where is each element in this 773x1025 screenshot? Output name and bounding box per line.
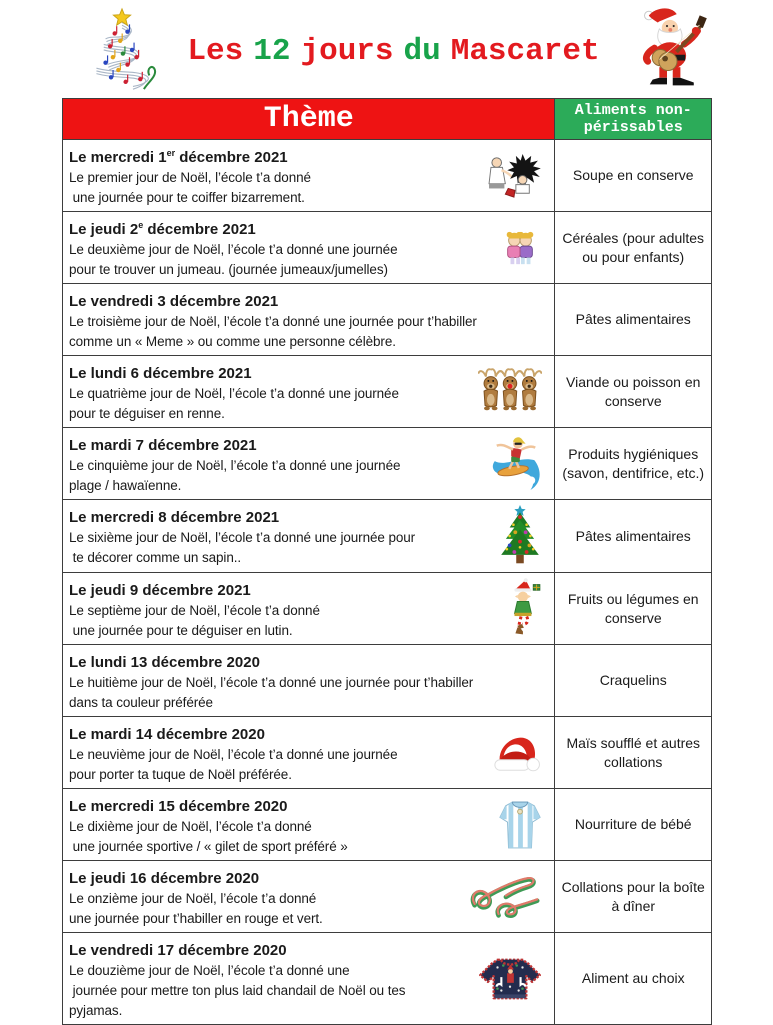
description-line: Le quatrième jour de Noël, l’école t’a donné une journée: [69, 386, 399, 401]
food-label: Produits hygiéniques (savon, dentifrice, etc.): [562, 445, 705, 481]
row-date-prefix: Le lundi 6 décembre 2021: [69, 365, 252, 382]
row-date: [69, 720, 484, 745]
row-date: [69, 359, 474, 384]
theme-text: [69, 864, 464, 929]
row-date-prefix: Le jeudi 16 décembre 2020: [69, 870, 260, 887]
food-cell: [555, 933, 711, 1024]
row-date-prefix: Le jeudi 9 décembre 2021: [69, 582, 251, 599]
row-date-prefix: Le mardi 7 décembre 2021: [69, 437, 257, 454]
theme-text: [69, 503, 494, 568]
description-line: Le premier jour de Noël, l’école t’a donné: [69, 170, 311, 185]
food-cell: [555, 717, 711, 788]
description-line: Le septième jour de Noël, l’école t’a donné: [69, 603, 320, 618]
row-date: [69, 936, 474, 961]
row-description: [69, 384, 474, 424]
row-date: [69, 287, 550, 312]
description-line: dans ta couleur préférée: [69, 695, 213, 710]
elf-icon: [502, 578, 542, 640]
table-row: [63, 644, 711, 716]
description-line: pour te trouver un jumeau. (journée jumeaux/jumelles): [69, 262, 388, 277]
food-label: Pâtes alimentaires: [575, 311, 691, 327]
table-row: [63, 572, 711, 644]
row-date-prefix: Le vendredi 17 décembre 2020: [69, 942, 287, 959]
row-date-prefix: Le mardi 14 décembre 2020: [69, 726, 265, 743]
food-cell: [555, 645, 711, 716]
theme-cell: [63, 717, 555, 788]
sport-jersey-icon: [498, 798, 542, 852]
theme-cell: [63, 212, 555, 283]
row-description: [69, 889, 464, 929]
title-word: Les: [187, 33, 244, 69]
row-date-suffix: décembre 2021: [175, 149, 288, 166]
food-cell: [555, 861, 711, 932]
row-date: [69, 864, 464, 889]
ugly-sweater-icon: [478, 954, 542, 1004]
table-body: [63, 139, 711, 1024]
food-cell: [555, 212, 711, 283]
food-label: Collations pour la boîte à dîner: [561, 878, 705, 914]
description-line: journée pour mettre ton plus laid chandail de Noël ou tes: [69, 983, 406, 998]
page-banner: [0, 6, 773, 96]
theme-text: [69, 431, 486, 496]
food-label: Nourriture de bébé: [574, 816, 692, 832]
description-line: pour te déguiser en renne.: [69, 406, 225, 421]
table-row: [63, 355, 711, 427]
description-line: une journée pour te coiffer bizarrement.: [69, 190, 305, 205]
santa-hat-icon: [488, 730, 542, 776]
row-description: [69, 817, 494, 857]
food-cell: [555, 500, 711, 572]
description-line: plage / hawaïenne.: [69, 478, 182, 493]
row-description: [69, 601, 498, 641]
description-line: Le sixième jour de Noël, l’école t’a donné une journée pour: [69, 530, 416, 545]
table-row: [63, 211, 711, 283]
row-date-prefix: Le vendredi 3 décembre 2021: [69, 293, 279, 310]
food-cell: [555, 573, 711, 644]
crazy-haircut-icon: [484, 153, 542, 199]
santa-guitar-icon: [623, 4, 711, 99]
description-line: Le onzième jour de Noël, l’école t’a donné: [69, 891, 317, 906]
description-line: Le troisième jour de Noël, l’école t’a donné une journée pour t’habiller: [69, 314, 477, 329]
row-date-prefix: Le lundi 13 décembre 2020: [69, 654, 260, 671]
theme-text: [69, 936, 474, 1021]
table-row: [63, 283, 711, 355]
title-word: jours: [300, 33, 394, 69]
row-date-prefix: Le mercredi 1: [69, 149, 167, 166]
row-date: [69, 503, 494, 528]
row-description: [69, 240, 494, 280]
row-date: [69, 431, 486, 456]
description-line: pour porter ta tuque de Noël préférée.: [69, 767, 292, 782]
row-description: [69, 673, 550, 713]
theme-text: [69, 359, 474, 424]
food-label: Maïs soufflé et autres collations: [566, 734, 701, 770]
row-date-prefix: Le mercredi 8 décembre 2021: [69, 509, 280, 526]
theme-cell: [63, 789, 555, 860]
theme-text: [69, 720, 484, 785]
description-line: comme un « Meme » ou comme une personne célèbre.: [69, 334, 396, 349]
table-row: [63, 139, 711, 211]
food-cell: [555, 284, 711, 355]
title-word: Mascaret: [450, 33, 600, 69]
row-description: [69, 745, 484, 785]
row-date-sup: er: [166, 148, 176, 158]
title-word: du: [403, 33, 441, 69]
theme-cell: [63, 933, 555, 1024]
table-row: [63, 932, 711, 1024]
description-line: Le deuxième jour de Noël, l’école t’a donné une journée: [69, 242, 398, 257]
theme-text: [69, 143, 480, 208]
theme-cell: [63, 500, 555, 572]
row-date: [69, 143, 480, 168]
food-label: Fruits ou légumes en conserve: [567, 590, 699, 626]
theme-cell: [63, 645, 555, 716]
row-date: [69, 215, 494, 240]
row-date: [69, 792, 494, 817]
theme-cell: [63, 140, 555, 211]
table-row: [63, 716, 711, 788]
reindeer-trio-icon: [478, 367, 542, 417]
food-label: Soupe en conserve: [572, 167, 694, 183]
row-description: [69, 456, 486, 496]
description-line: une journée pour te déguiser en lutin.: [69, 623, 293, 638]
page-title: [164, 34, 623, 69]
festive-ribbons-icon: [468, 874, 542, 920]
row-description: [69, 528, 494, 568]
food-label: Pâtes alimentaires: [575, 527, 691, 544]
music-notes-tree-icon: [80, 5, 164, 98]
row-date-prefix: Le jeudi 2: [69, 221, 139, 238]
food-label: Viande ou poisson en conserve: [566, 373, 701, 409]
theme-text: [69, 576, 498, 641]
row-date: [69, 576, 498, 601]
table-row: [63, 788, 711, 860]
row-date-sup: e: [138, 220, 144, 230]
theme-cell: [63, 573, 555, 644]
row-date: [69, 648, 550, 673]
food-cell: [555, 356, 711, 427]
theme-column-header: Thème: [63, 99, 555, 139]
food-cell: [555, 789, 711, 860]
row-description: [69, 961, 474, 1021]
description-line: pyjamas.: [69, 1003, 123, 1018]
table-row: [63, 860, 711, 932]
description-line: Le douzième jour de Noël, l’école t’a donné une: [69, 963, 350, 978]
description-line: Le cinquième jour de Noël, l’école t’a donné une journée: [69, 458, 401, 473]
food-label: Craquelins: [599, 672, 667, 688]
food-label: Aliment au choix: [581, 970, 685, 986]
row-description: [69, 312, 550, 352]
food-column-header: Aliments non-périssables: [555, 99, 711, 139]
description-line: une journée pour t’habiller en rouge et vert.: [69, 911, 323, 926]
description-line: une journée sportive / « gilet de sport préféré »: [69, 839, 348, 854]
table-header-row: [63, 99, 711, 139]
title-word: 12: [253, 33, 291, 69]
theme-text: [69, 648, 550, 713]
row-date-suffix: décembre 2021: [143, 221, 256, 238]
theme-cell: [63, 428, 555, 499]
description-line: Le huitième jour de Noël, l’école t’a donné une journée pour t’habiller: [69, 675, 474, 690]
theme-text: [69, 287, 550, 352]
row-description: [69, 168, 480, 208]
row-date-prefix: Le mercredi 15 décembre 2020: [69, 798, 288, 815]
twins-icon: [498, 229, 542, 267]
description-line: Le neuvième jour de Noël, l’école t’a donné une journée: [69, 747, 398, 762]
food-cell: [555, 428, 711, 499]
theme-cell: [63, 356, 555, 427]
christmas-tree-icon: [498, 504, 542, 568]
theme-text: [69, 792, 494, 857]
food-label: Céréales (pour adultes ou pour enfants): [562, 229, 705, 265]
food-cell: [555, 140, 711, 211]
table-row: [63, 499, 711, 572]
surfer-icon: [490, 435, 542, 493]
description-line: te décorer comme un sapin..: [69, 550, 242, 565]
twelve-days-table: [62, 98, 712, 1025]
theme-cell: [63, 284, 555, 355]
theme-cell: [63, 861, 555, 932]
theme-text: [69, 215, 494, 280]
description-line: Le dixième jour de Noël, l’école t’a donné: [69, 819, 312, 834]
table-row: [63, 427, 711, 499]
